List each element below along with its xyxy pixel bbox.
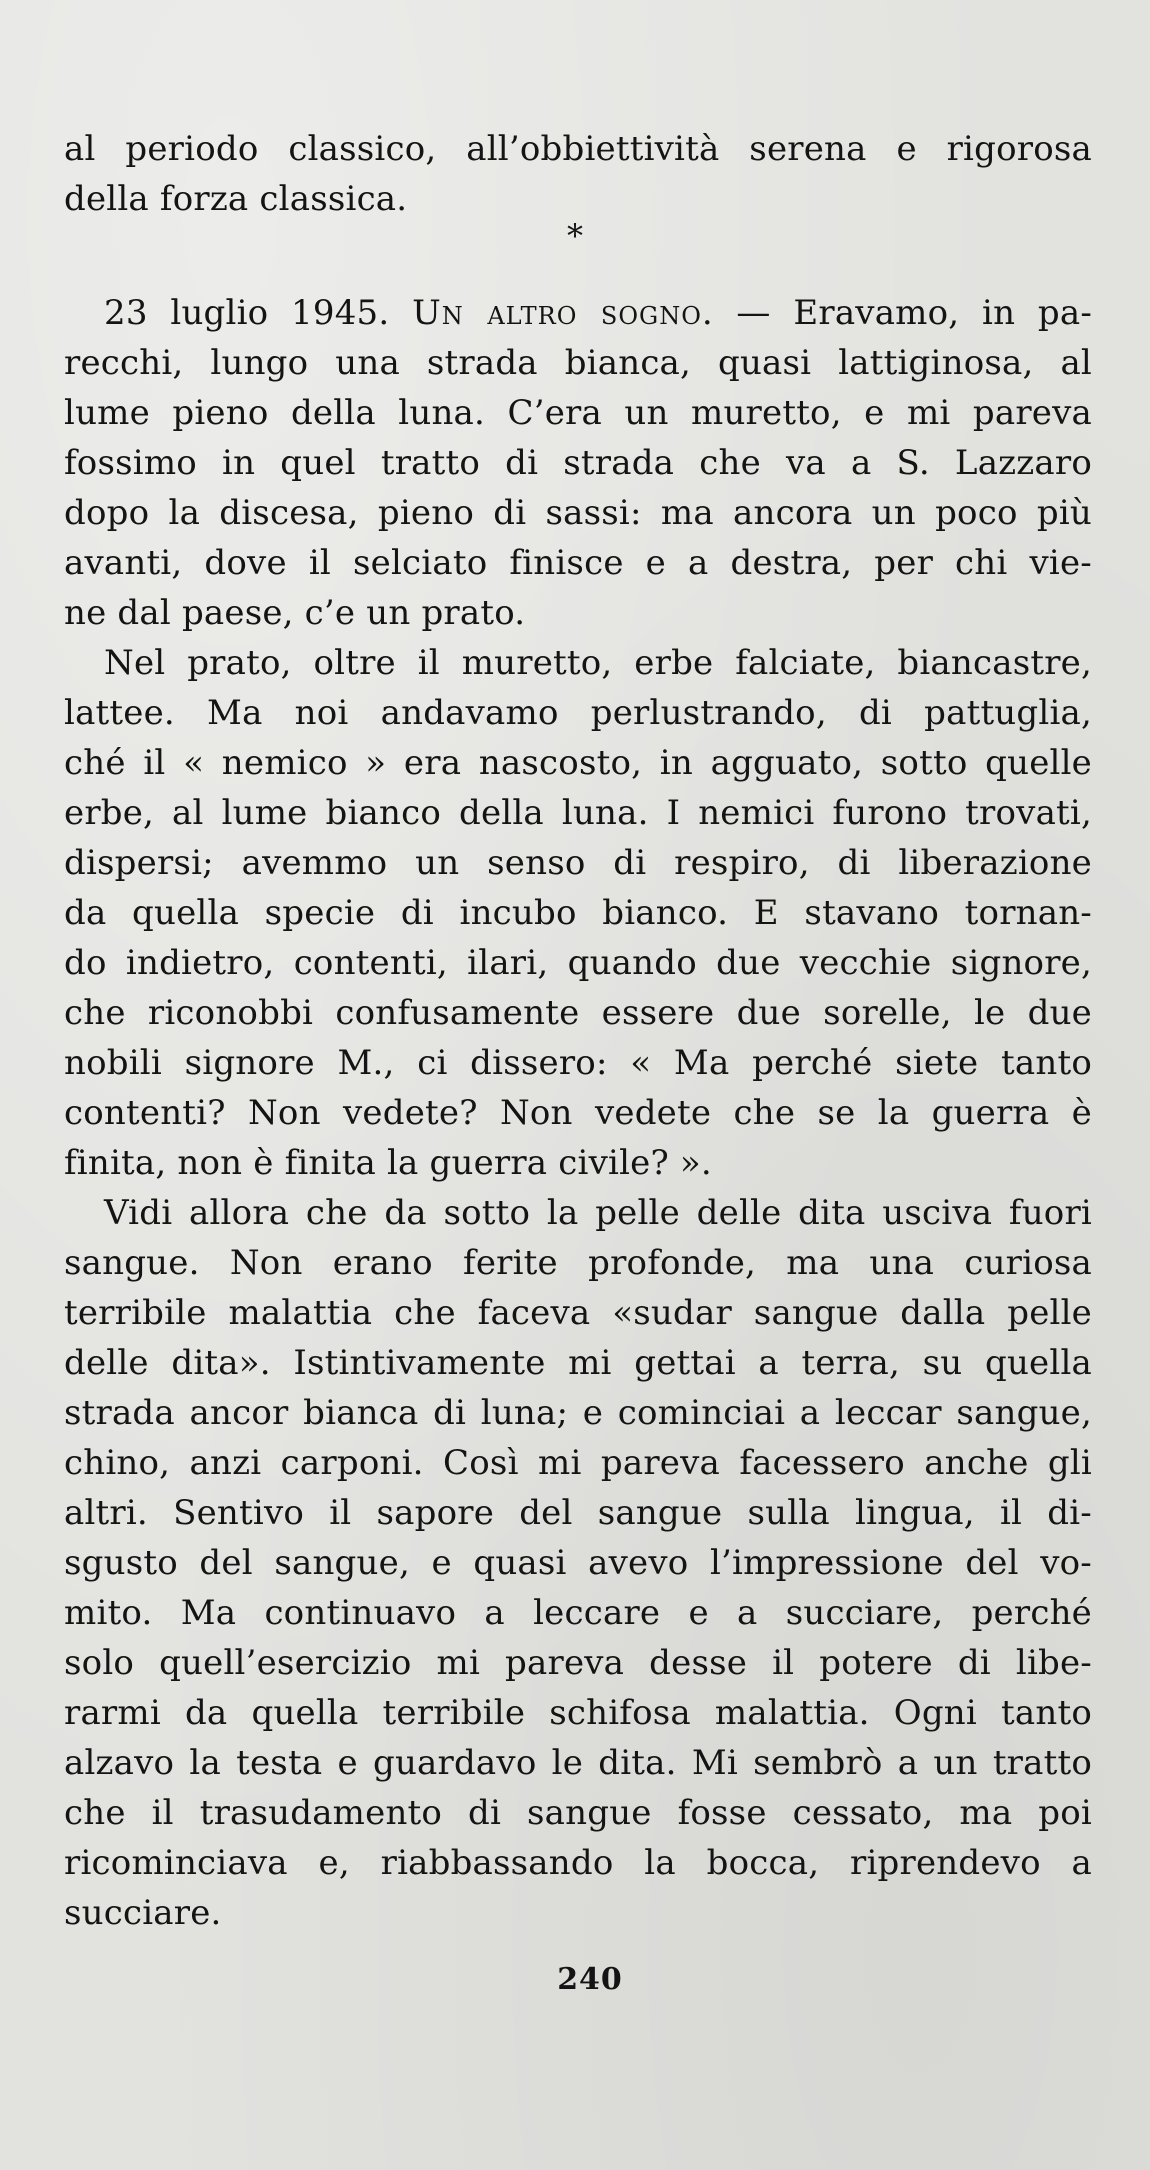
text-line: contenti? Non vedete? Non vedete che se la guerra è [64, 1093, 1092, 1133]
section-separator: * [567, 217, 583, 255]
text-line: rarmi da quella terribile schifosa malattia. Ogni tanto [64, 1693, 1092, 1733]
text-line: Nel prato, oltre il muretto, erbe falciate, biancastre, [104, 643, 1092, 683]
text-line: chino, anzi carponi. Così mi pareva facessero anche gli [64, 1443, 1092, 1483]
text-line: terribile malattia che faceva «sudar sangue dalla pelle [64, 1293, 1092, 1333]
text-line: dopo la discesa, pieno di sassi: ma ancora un poco più [64, 493, 1092, 533]
text-line: da quella specie di incubo bianco. E stavano tornan- [64, 893, 1092, 933]
text-line: avanti, dove il selciato finisce e a destra, per chi vie- [64, 543, 1092, 583]
text-line: lume pieno della luna. C’era un muretto, e mi pareva [64, 393, 1092, 433]
carryover-line-2: della forza classica. [64, 179, 408, 219]
text-line: recchi, lungo una strada bianca, quasi lattiginosa, al [64, 343, 1092, 383]
text-line: do indietro, contenti, ilari, quando due vecchie signore, [64, 943, 1092, 983]
text-line: che il trasudamento di sangue fosse cessato, ma poi [64, 1793, 1092, 1833]
entry-opening: — Eravamo, in pa- [736, 293, 1093, 333]
entry-date: 23 luglio 1945. [104, 293, 390, 333]
text-line: ne dal paese, c’e un prato. [64, 593, 526, 633]
text-line: altri. Sentivo il sapore del sangue sulla lingua, il di- [64, 1493, 1092, 1533]
text-line: sgusto del sangue, e quasi avevo l’impressione del vo- [64, 1543, 1092, 1583]
text-line: Vidi allora che da sotto la pelle delle dita usciva fuori [104, 1193, 1092, 1233]
text-line: lattee. Ma noi andavamo perlustrando, di pattuglia, [64, 693, 1092, 733]
text-line: alzavo la testa e guardavo le dita. Mi sembrò a un tratto [64, 1743, 1092, 1783]
entry-heading-line [104, 288, 1092, 338]
text-line: mito. Ma continuavo a leccare e a succiare, perché [64, 1593, 1092, 1633]
text-line: ché il « nemico » era nascosto, in agguato, sotto quelle [64, 743, 1092, 783]
carryover-line-1: al periodo classico, all’obbiettività serena e rigorosa [64, 129, 1092, 169]
text-line: erbe, al lume bianco della luna. I nemici furono trovati, [64, 793, 1092, 833]
text-line: solo quell’esercizio mi pareva desse il potere di libe- [64, 1643, 1092, 1683]
text-line: ricominciava e, riabbassando la bocca, riprendevo a [64, 1843, 1092, 1883]
entry-heading: Un altro sogno. [412, 293, 714, 333]
text-line: sangue. Non erano ferite profonde, ma una curiosa [64, 1243, 1092, 1283]
text-line: fossimo in quel tratto di strada che va a S. Lazzaro [64, 443, 1092, 483]
text-line: delle dita». Istintivamente mi gettai a terra, su quella [64, 1343, 1092, 1383]
text-line: dispersi; avemmo un senso di respiro, di liberazione [64, 843, 1092, 883]
text-line: strada ancor bianca di luna; e cominciai a leccar sangue, [64, 1393, 1092, 1433]
text-line: finita, non è finita la guerra civile? ». [64, 1143, 712, 1183]
text-line: che riconobbi confusamente essere due sorelle, le due [64, 993, 1092, 1033]
text-line: nobili signore M., ci dissero: « Ma perché siete tanto [64, 1043, 1092, 1083]
text-line: succiare. [64, 1893, 222, 1933]
page-number: 240 [557, 1962, 623, 1997]
